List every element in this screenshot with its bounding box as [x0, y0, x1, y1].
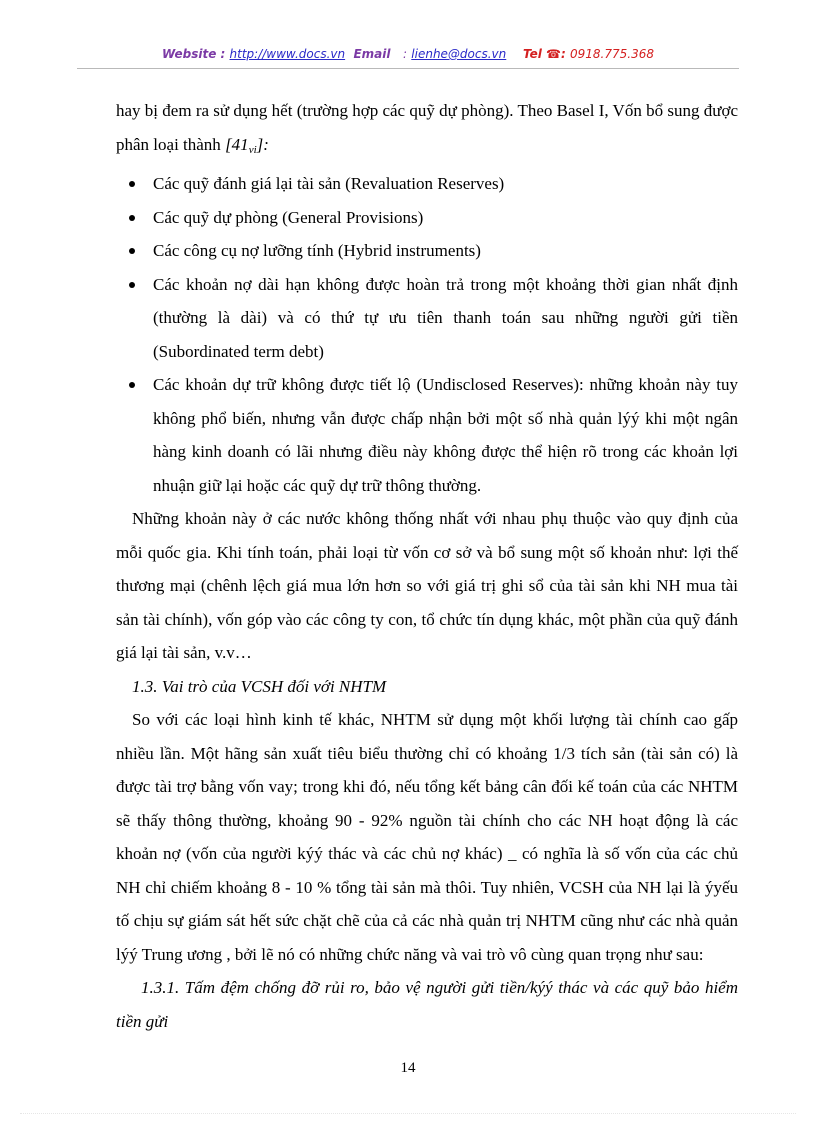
page-content: [116, 94, 738, 1038]
paragraph-intro: [116, 94, 738, 167]
page-number: 14: [400, 1060, 416, 1076]
page-header: [0, 47, 816, 61]
bullet-icon: [129, 215, 135, 221]
citation-ref: $[41_{vi}]$:: [225, 134, 269, 156]
paragraph-role: So với các loại hình kinh tế khác, NHTM sử dụng một khối lượng tài chính cao gấp nhiều lần. Một hãng sản xuất tiêu biểu thường chỉ có khoảng 1/3 tích sản (tài sản có) là được tài trợ bằng vốn vay; trong khi đó, nếu tổng kết bảng cân đối kế toán của các NHTM sẽ thấy thông thường, khoảng 90 - 92% nguồn tài chính cho các NH hoạt động là các khoản nợ (vốn của người kýý thác và các chủ nợ khác) _ có nghĩa là số vốn của các chủ NH chỉ chiếm khoảng 8 - 10 % tổng tài sản mà thôi. Tuy nhiên, VCSH của NH lại là ýyếu tố chịu sự giám sát hết sức chặt chẽ của cả các nhà quản trị NHTM cũng như các nhà quản lýý Trung ương , bởi lẽ nó có những chức năng và vai trò vô cùng quan trọng như sau:: [116, 710, 738, 964]
header-rule: [77, 68, 739, 69]
list-item: Các quỹ dự phòng (General Provisions): [116, 201, 738, 235]
tel-label: Tel ☎:: [522, 47, 566, 61]
bullet-icon: [129, 282, 135, 288]
supplementary-capital-list: [116, 167, 738, 502]
tel-value: 0918.775.368: [570, 47, 654, 61]
list-item: Các quỹ đánh giá lại tài sản (Revaluation Reserves): [116, 167, 738, 201]
bullet-icon: [129, 248, 135, 254]
bullet-icon: [129, 382, 135, 388]
email-link[interactable]: lienhe@docs.vn: [411, 47, 507, 61]
paragraph-intro-text: hay bị đem ra sử dụng hết (trường hợp các quỹ dự phòng). Theo Basel I, Vốn bổ sung được phân loại thành: [116, 101, 738, 154]
website-link[interactable]: http://www.docs.vn: [229, 47, 346, 61]
email-label: Email: [353, 47, 391, 61]
list-item: Các khoản dự trữ không được tiết lộ (Undisclosed Reserves): những khoản này tuy không phổ biến, nhưng vẫn được chấp nhận bởi một số nhà quản lýý khi một ngân hàng kinh doanh có lãi nhưng điều này không được thể hiện rõ trong các khoản lợi nhuận giữ lại hoặc các quỹ dự trữ thông thường.: [116, 368, 738, 502]
list-item: Các khoản nợ dài hạn không được hoàn trả trong một khoảng thời gian nhất định (thường là dài) và có thứ tự ưu tiên thanh toán sau những người gửi tiền (Subordinated term debt): [116, 268, 738, 369]
email-separator: :: [403, 47, 408, 61]
bullet-icon: [129, 181, 135, 187]
section-heading-1-3: 1.3. Vai trò của VCSH đối với NHTM: [132, 676, 387, 696]
website-label: Website :: [162, 47, 226, 61]
paragraph-deductions: Những khoản này ở các nước không thống nhất với nhau phụ thuộc vào quy định của mỗi quốc gia. Khi tính toán, phải loại từ vốn cơ sở và bổ sung một số khoản như: lợi thế thương mại (chênh lệch giá mua lớn hơn so với giá trị ghi sổ của tài sản khi NH mua tài sản tài chính), vốn góp vào các công ty con, tổ chức tín dụng khác, một phần của quỹ đánh giá lại tài sản, v.v…: [116, 509, 738, 662]
footer-rule: [20, 1113, 796, 1114]
list-item: Các công cụ nợ lưỡng tính (Hybrid instruments): [116, 234, 738, 268]
section-heading-1-3-1: 1.3.1. Tấm đệm chống đỡ rủi ro, bảo vệ người gửi tiền/kýý thác và các quỹ bảo hiểm tiền gửi: [116, 978, 738, 1031]
